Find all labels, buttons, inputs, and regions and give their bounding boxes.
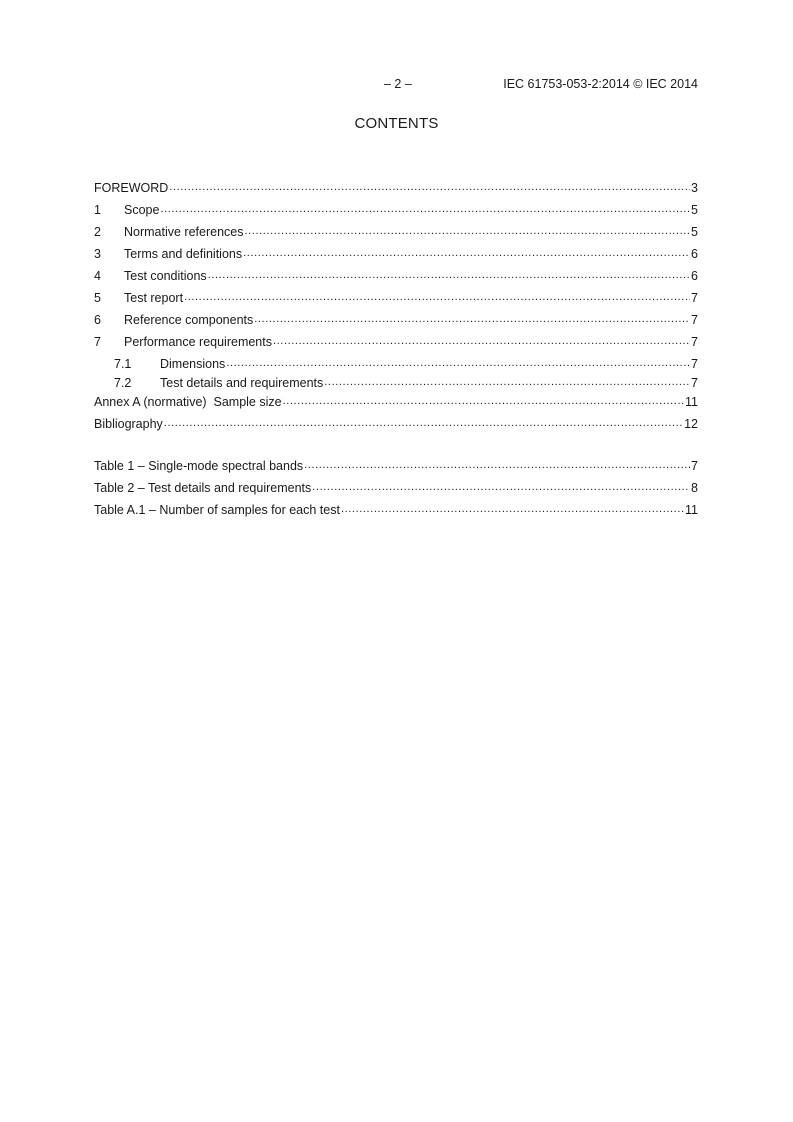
toc-entry-test-details-and-requirements[interactable]: [94, 375, 698, 394]
toc-entry-annex-a[interactable]: [94, 394, 698, 416]
toc-entry-number: 7.1: [114, 357, 132, 371]
toc-entry-title: Test details and requirements: [160, 376, 324, 390]
toc-entry-test-report[interactable]: [94, 290, 698, 312]
toc-entry-number: 5: [94, 291, 101, 305]
dot-leader: [169, 180, 690, 192]
toc-entry-title: Terms and definitions: [124, 247, 243, 261]
toc-entry-page: 11: [685, 395, 698, 409]
dot-leader: [254, 312, 690, 324]
dot-leader: [273, 334, 690, 346]
dot-leader: [245, 224, 691, 236]
dot-leader: [341, 502, 684, 514]
table-list-title: Table 2 – Test details and requirements: [94, 481, 312, 495]
table-list-entry-table-1[interactable]: [94, 458, 698, 480]
page-header: [94, 77, 698, 91]
toc-entry-page: 5: [691, 203, 698, 217]
dot-leader: [184, 290, 690, 302]
dot-leader: [312, 480, 690, 492]
toc-entry-page: 7: [691, 335, 698, 349]
toc-entry-number: 2: [94, 225, 101, 239]
toc-entry-number: 6: [94, 313, 101, 327]
toc-entry-scope[interactable]: [94, 202, 698, 224]
dot-leader: [164, 416, 683, 428]
toc-entry-foreword[interactable]: [94, 180, 698, 202]
dot-leader: [160, 202, 690, 214]
toc-entry-page: 12: [684, 417, 698, 431]
list-of-tables: [94, 458, 698, 524]
toc-entry-title: Test report: [124, 291, 184, 305]
toc-entry-title: Performance requirements: [124, 335, 272, 349]
toc-entry-number: 3: [94, 247, 101, 261]
table-list-page: 7: [691, 459, 698, 473]
toc-entry-number: 1: [94, 203, 101, 217]
toc-entry-page: 7: [691, 376, 698, 390]
toc-entry-normative-references[interactable]: [94, 224, 698, 246]
toc-entry-page: 5: [691, 225, 698, 239]
toc-entry-title: Dimensions: [160, 357, 226, 371]
toc-entry-title: Test conditions: [124, 269, 207, 283]
toc-entry-page: 7: [691, 313, 698, 327]
table-list-page: 8: [691, 481, 698, 495]
contents-title: CONTENTS: [354, 115, 439, 132]
toc-entry-dimensions[interactable]: [94, 356, 698, 375]
table-list-entry-table-2[interactable]: [94, 480, 698, 502]
toc-entry-page: 7: [691, 291, 698, 305]
table-list-entry-table-a1[interactable]: [94, 502, 698, 524]
toc-entry-number: 7: [94, 335, 101, 349]
toc-entry-bibliography[interactable]: [94, 416, 698, 438]
toc-entry-page: 6: [691, 247, 698, 261]
toc-entry-performance-requirements[interactable]: [94, 334, 698, 356]
dot-leader: [226, 356, 690, 368]
toc-entry-page: 6: [691, 269, 698, 283]
toc-entry-number: 4: [94, 269, 101, 283]
toc-entry-title: Annex A (normative) Sample size: [94, 395, 282, 409]
toc-entry-title: Normative references: [124, 225, 244, 239]
toc-entry-test-conditions[interactable]: [94, 268, 698, 290]
toc-entry-reference-components[interactable]: [94, 312, 698, 334]
table-of-contents: [94, 180, 698, 438]
toc-entry-title: Reference components: [124, 313, 254, 327]
table-list-title: Table 1 – Single-mode spectral bands: [94, 459, 304, 473]
dot-leader: [304, 458, 690, 470]
document-identifier: IEC 61753-053-2:2014 © IEC 2014: [503, 77, 698, 91]
toc-entry-terms-and-definitions[interactable]: [94, 246, 698, 268]
dot-leader: [283, 394, 684, 406]
table-list-title: Table A.1 – Number of samples for each test: [94, 503, 340, 517]
page-number: – 2 –: [384, 77, 412, 91]
dot-leader: [208, 268, 690, 280]
toc-entry-title: Bibliography: [94, 417, 163, 431]
toc-entry-page: 3: [691, 181, 698, 195]
table-list-page: 11: [685, 503, 698, 517]
toc-entry-title: FOREWORD: [94, 181, 169, 195]
dot-leader: [243, 246, 690, 258]
dot-leader: [324, 375, 690, 387]
toc-entry-title: Scope: [124, 203, 160, 217]
toc-entry-number: 7.2: [114, 376, 132, 390]
toc-entry-page: 7: [691, 357, 698, 371]
